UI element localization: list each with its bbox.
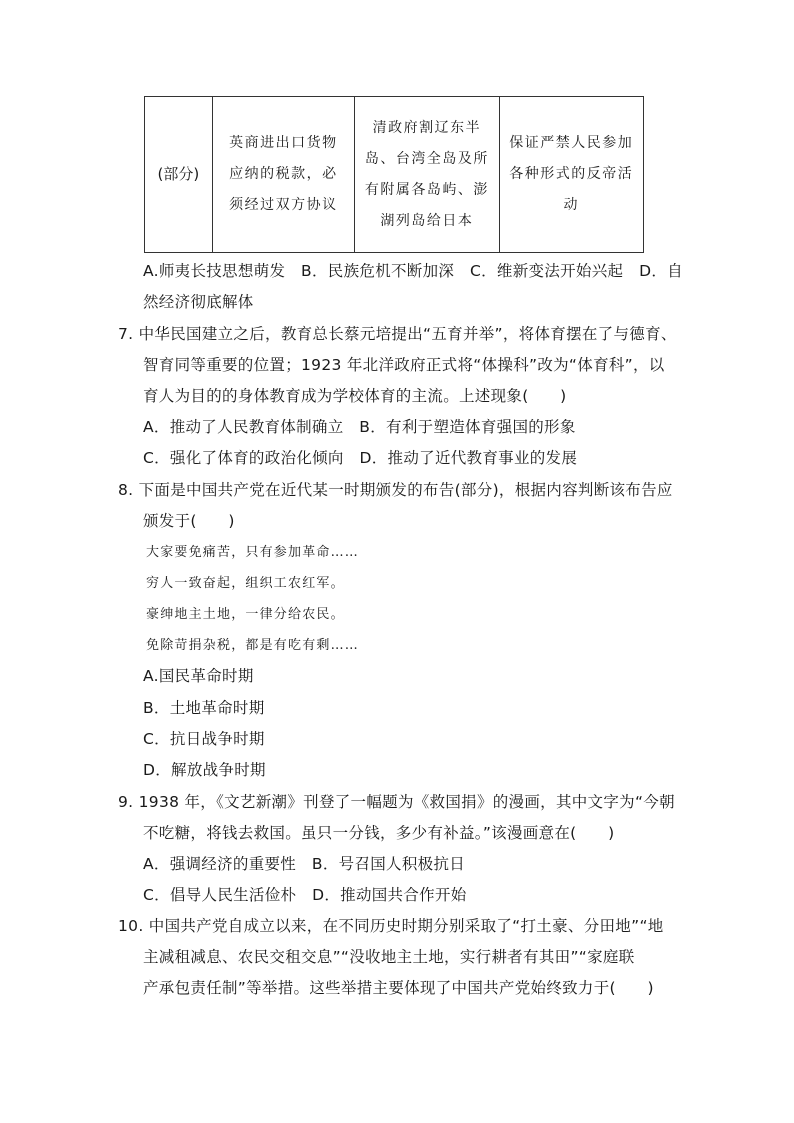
notice-line: 豪绅地主土地，一律分给农民。 (146, 607, 345, 622)
q7-options-cd: C．强化了体育的政治化倾向 D．推动了近代教育事业的发展 (143, 449, 578, 467)
q7-options-ab: A．推动了人民教育体制确立 B．有利于塑造体育强国的形象 (143, 418, 576, 436)
q8-option-b: B．土地革命时期 (143, 699, 265, 717)
table-cell-label (145, 97, 213, 252)
q7-stem-cont: 育人为目的的身体教育成为学校体育的主流。上述现象( ) (143, 387, 567, 405)
q6-options: A.师夷长技思想萌发 B．民族危机不断加深 C．维新变法开始兴起 D．自 (143, 262, 683, 280)
q8-stem: 8. 下面是中国共产党在近代某一时期颁发的布告(部分)，根据内容判断该布告应 (118, 481, 673, 499)
q7-stem: 7. 中华民国建立之后，教育总长蔡元培提出“五育并举”，将体育摆在了与德育、 (118, 325, 677, 343)
notice-line: 大家要免痛苦，只有参加革命…… (146, 545, 360, 560)
q9-options-ab: A．强调经济的重要性 B．号召国人积极抗日 (143, 855, 466, 873)
table-cell-text: 保证严禁人民参加各种形式的反帝活动 (509, 135, 634, 213)
table-cell-tariff (213, 97, 355, 252)
table-cell-territory (355, 97, 499, 252)
table-cell-ban (500, 97, 643, 252)
notice-line: 穷人一致奋起，组织工农红军。 (146, 576, 345, 591)
q8-option-d: D．解放战争时期 (143, 761, 266, 779)
q10-stem: 10. 中国共产党自成立以来，在不同历史时期分别采取了“打土豪、分田地”“地 (118, 917, 664, 935)
q10-stem-cont: 产承包责任制”等举措。这些举措主要体现了中国共产党始终致力于( ) (143, 979, 654, 997)
q10-stem-cont: 主减租减息、农民交租交息”“没收地主土地，实行耕者有其田”“家庭联 (143, 948, 635, 966)
q6-options-cont: 然经济彻底解体 (143, 293, 254, 311)
q9-stem-cont: 不吃糖，将钱去救国。虽只一分钱，多少有补益。”该漫画意在( ) (143, 824, 615, 842)
table-cell-text: 清政府割辽东半岛、台湾全岛及所有附属各岛屿、澎湖列岛给日本 (364, 119, 489, 229)
q8-option-a: A.国民革命时期 (143, 667, 254, 685)
q9-stem: 9. 1938 年，《文艺新潮》刊登了一幅题为《救国捐》的漫画，其中文字为“今朝 (118, 793, 675, 811)
notice-line: 免除苛捐杂税，都是有吃有剩…… (146, 638, 360, 653)
table-cell-text: 英商进出口货物应纳的税款，必须经过双方协议 (229, 135, 338, 213)
q8-stem-cont: 颁发于( ) (143, 512, 235, 530)
table-cell-text: (部分) (157, 165, 200, 183)
q9-options-cd: C．倡导人民生活俭朴 D．推动国共合作开始 (143, 886, 467, 904)
treaty-table (144, 96, 644, 253)
q8-option-c: C．抗日战争时期 (143, 730, 265, 748)
q7-stem-cont: 智育同等重要的位置；1923 年北洋政府正式将“体操科”改为“体育科”，以 (143, 356, 665, 374)
